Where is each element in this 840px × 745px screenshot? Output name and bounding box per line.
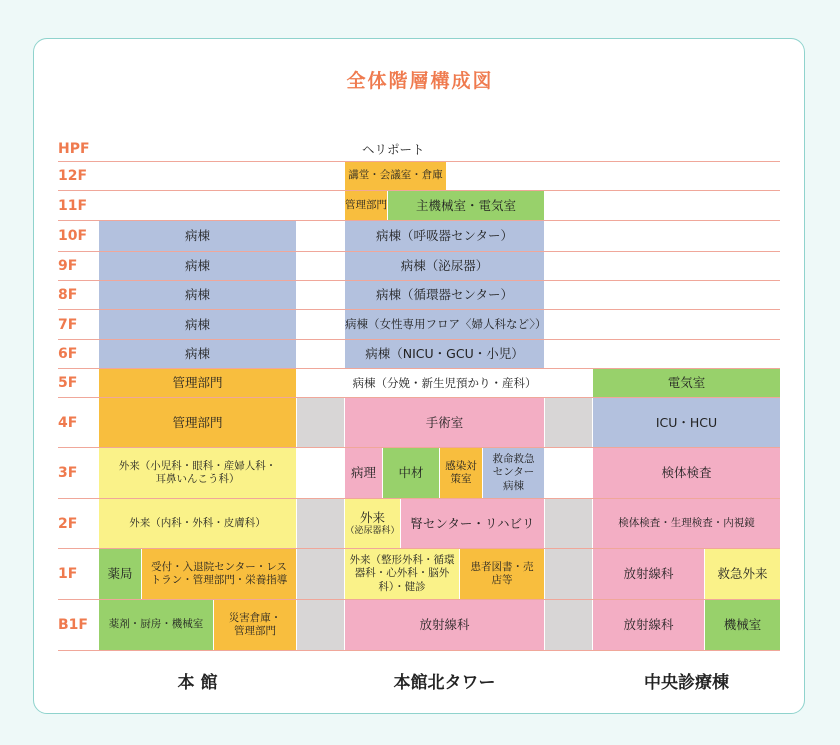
cell-north-4f: 手術室	[345, 398, 544, 447]
cell-central-5f: 電気室	[593, 369, 780, 397]
heliport-label: ヘリポート	[362, 142, 425, 157]
cell-central-2f: 検体検査・生理検査・内視鏡	[593, 499, 780, 548]
cell-central-4f: ICU・HCU	[593, 398, 780, 447]
floor-label-7f: 7F	[58, 316, 78, 333]
cell-12f-lecture: 講堂・会議室・倉庫	[345, 162, 446, 190]
connector-4f-a	[297, 398, 344, 447]
connector-b1f-b	[545, 600, 592, 650]
cell-north-3f-infection: 感染対策室	[440, 448, 482, 498]
cell-main-3f	[99, 448, 296, 498]
cell-north-10f: 病棟（呼吸器センター）	[345, 221, 544, 251]
floor-label-2f: 2F	[58, 515, 78, 532]
cell-north-1f-library: 患者図書・売店等	[460, 549, 544, 599]
cell-central-1f-emergency: 救急外来	[705, 549, 780, 599]
page-title: 全体階層構成図	[346, 70, 494, 92]
cell-main-5f: 管理部門	[99, 369, 296, 397]
floor-label-5f: 5F	[58, 375, 78, 391]
cell-main-8f: 病棟	[99, 281, 296, 309]
floor-label-10f: 10F	[58, 228, 88, 244]
cell-main-6f: 病棟	[99, 340, 296, 368]
floor-label-4f: 4F	[58, 414, 78, 431]
cell-main-9f: 病棟	[99, 252, 296, 280]
connector-1f-a	[297, 549, 344, 599]
cell-north-7f: 病棟（女性専用フロア〈婦人科など〉）	[345, 310, 544, 339]
floor-label-3f: 3F	[58, 465, 78, 481]
cell-north-3f-pathology: 病理	[345, 448, 382, 498]
connector-2f-a	[297, 499, 344, 548]
floor-divider	[58, 650, 780, 651]
cell-central-b1f-radiology: 放射線科	[593, 600, 704, 650]
main-3f-line2: 耳鼻いんこう科）	[155, 473, 240, 485]
cell-main-10f: 病棟	[99, 221, 296, 251]
cell-north-3f-emergency: 救命救急センター病棟	[483, 448, 544, 498]
building-label-central: 中央診療棟	[644, 673, 729, 693]
cell-main-1f-reception: 受付・入退院センター・レストラン・管理部門・栄養指導	[142, 549, 296, 599]
cell-north-1f-outpatient: 外来（整形外科・循環器科・心外科・脳外科）・健診	[345, 549, 459, 599]
cell-central-b1f-machine: 機械室	[705, 600, 780, 650]
building-label-north: 本館北タワー	[393, 673, 496, 693]
cell-main-b1f-storage: 災害倉庫・管理部門	[214, 600, 296, 650]
cell-11f-machine: 主機械室・電気室	[388, 191, 544, 220]
cell-central-1f-radiology: 放射線科	[593, 549, 704, 599]
connector-4f-b	[545, 398, 592, 447]
cell-north-8f: 病棟（循環器センター）	[345, 281, 544, 309]
connector-1f-b	[545, 549, 592, 599]
floor-label-hpf: HPF	[58, 140, 90, 157]
connector-b1f-a	[297, 600, 344, 650]
floor-label-12f: 12F	[58, 168, 88, 184]
cell-north-2f-outpatient	[345, 499, 400, 548]
floor-label-8f: 8F	[58, 287, 78, 303]
north-2f-outpatient-label: 外来	[359, 510, 385, 526]
cell-central-3f: 検体検査	[593, 448, 780, 498]
cell-main-2f: 外来（内科・外科・皮膚科）	[99, 499, 296, 548]
cell-main-4f: 管理部門	[99, 398, 296, 447]
cell-main-7f: 病棟	[99, 310, 296, 339]
main-3f-line1: 外来（小児科・眼科・産婦人科・	[118, 459, 277, 472]
cell-north-2f-kidney: 腎センター・リハビリ	[401, 499, 544, 548]
floor-label-6f: 6F	[58, 346, 78, 362]
cell-north-b1f: 放射線科	[345, 600, 544, 650]
cell-11f-admin: 管理部門	[345, 191, 387, 220]
floor-label-11f: 11F	[58, 197, 88, 214]
cell-north-9f: 病棟（泌尿器）	[345, 252, 544, 280]
building-label-main: 本 館	[177, 673, 218, 693]
floor-label-b1f: B1F	[58, 617, 88, 633]
cell-north-3f-central: 中材	[383, 448, 439, 498]
cell-main-b1f-pharmacy: 薬剤・厨房・機械室	[99, 600, 213, 650]
north-2f-outpatient-sub: （泌尿器科）	[345, 525, 400, 536]
cell-main-1f-pharmacy: 薬局	[99, 549, 141, 599]
cell-north-6f: 病棟（NICU・GCU・小児）	[345, 340, 544, 368]
floor-label-9f: 9F	[58, 258, 78, 274]
connector-2f-b	[545, 499, 592, 548]
floor-label-1f: 1F	[58, 566, 78, 582]
cell-north-5f: 病棟（分娩・新生児預かり・産科）	[352, 375, 537, 390]
